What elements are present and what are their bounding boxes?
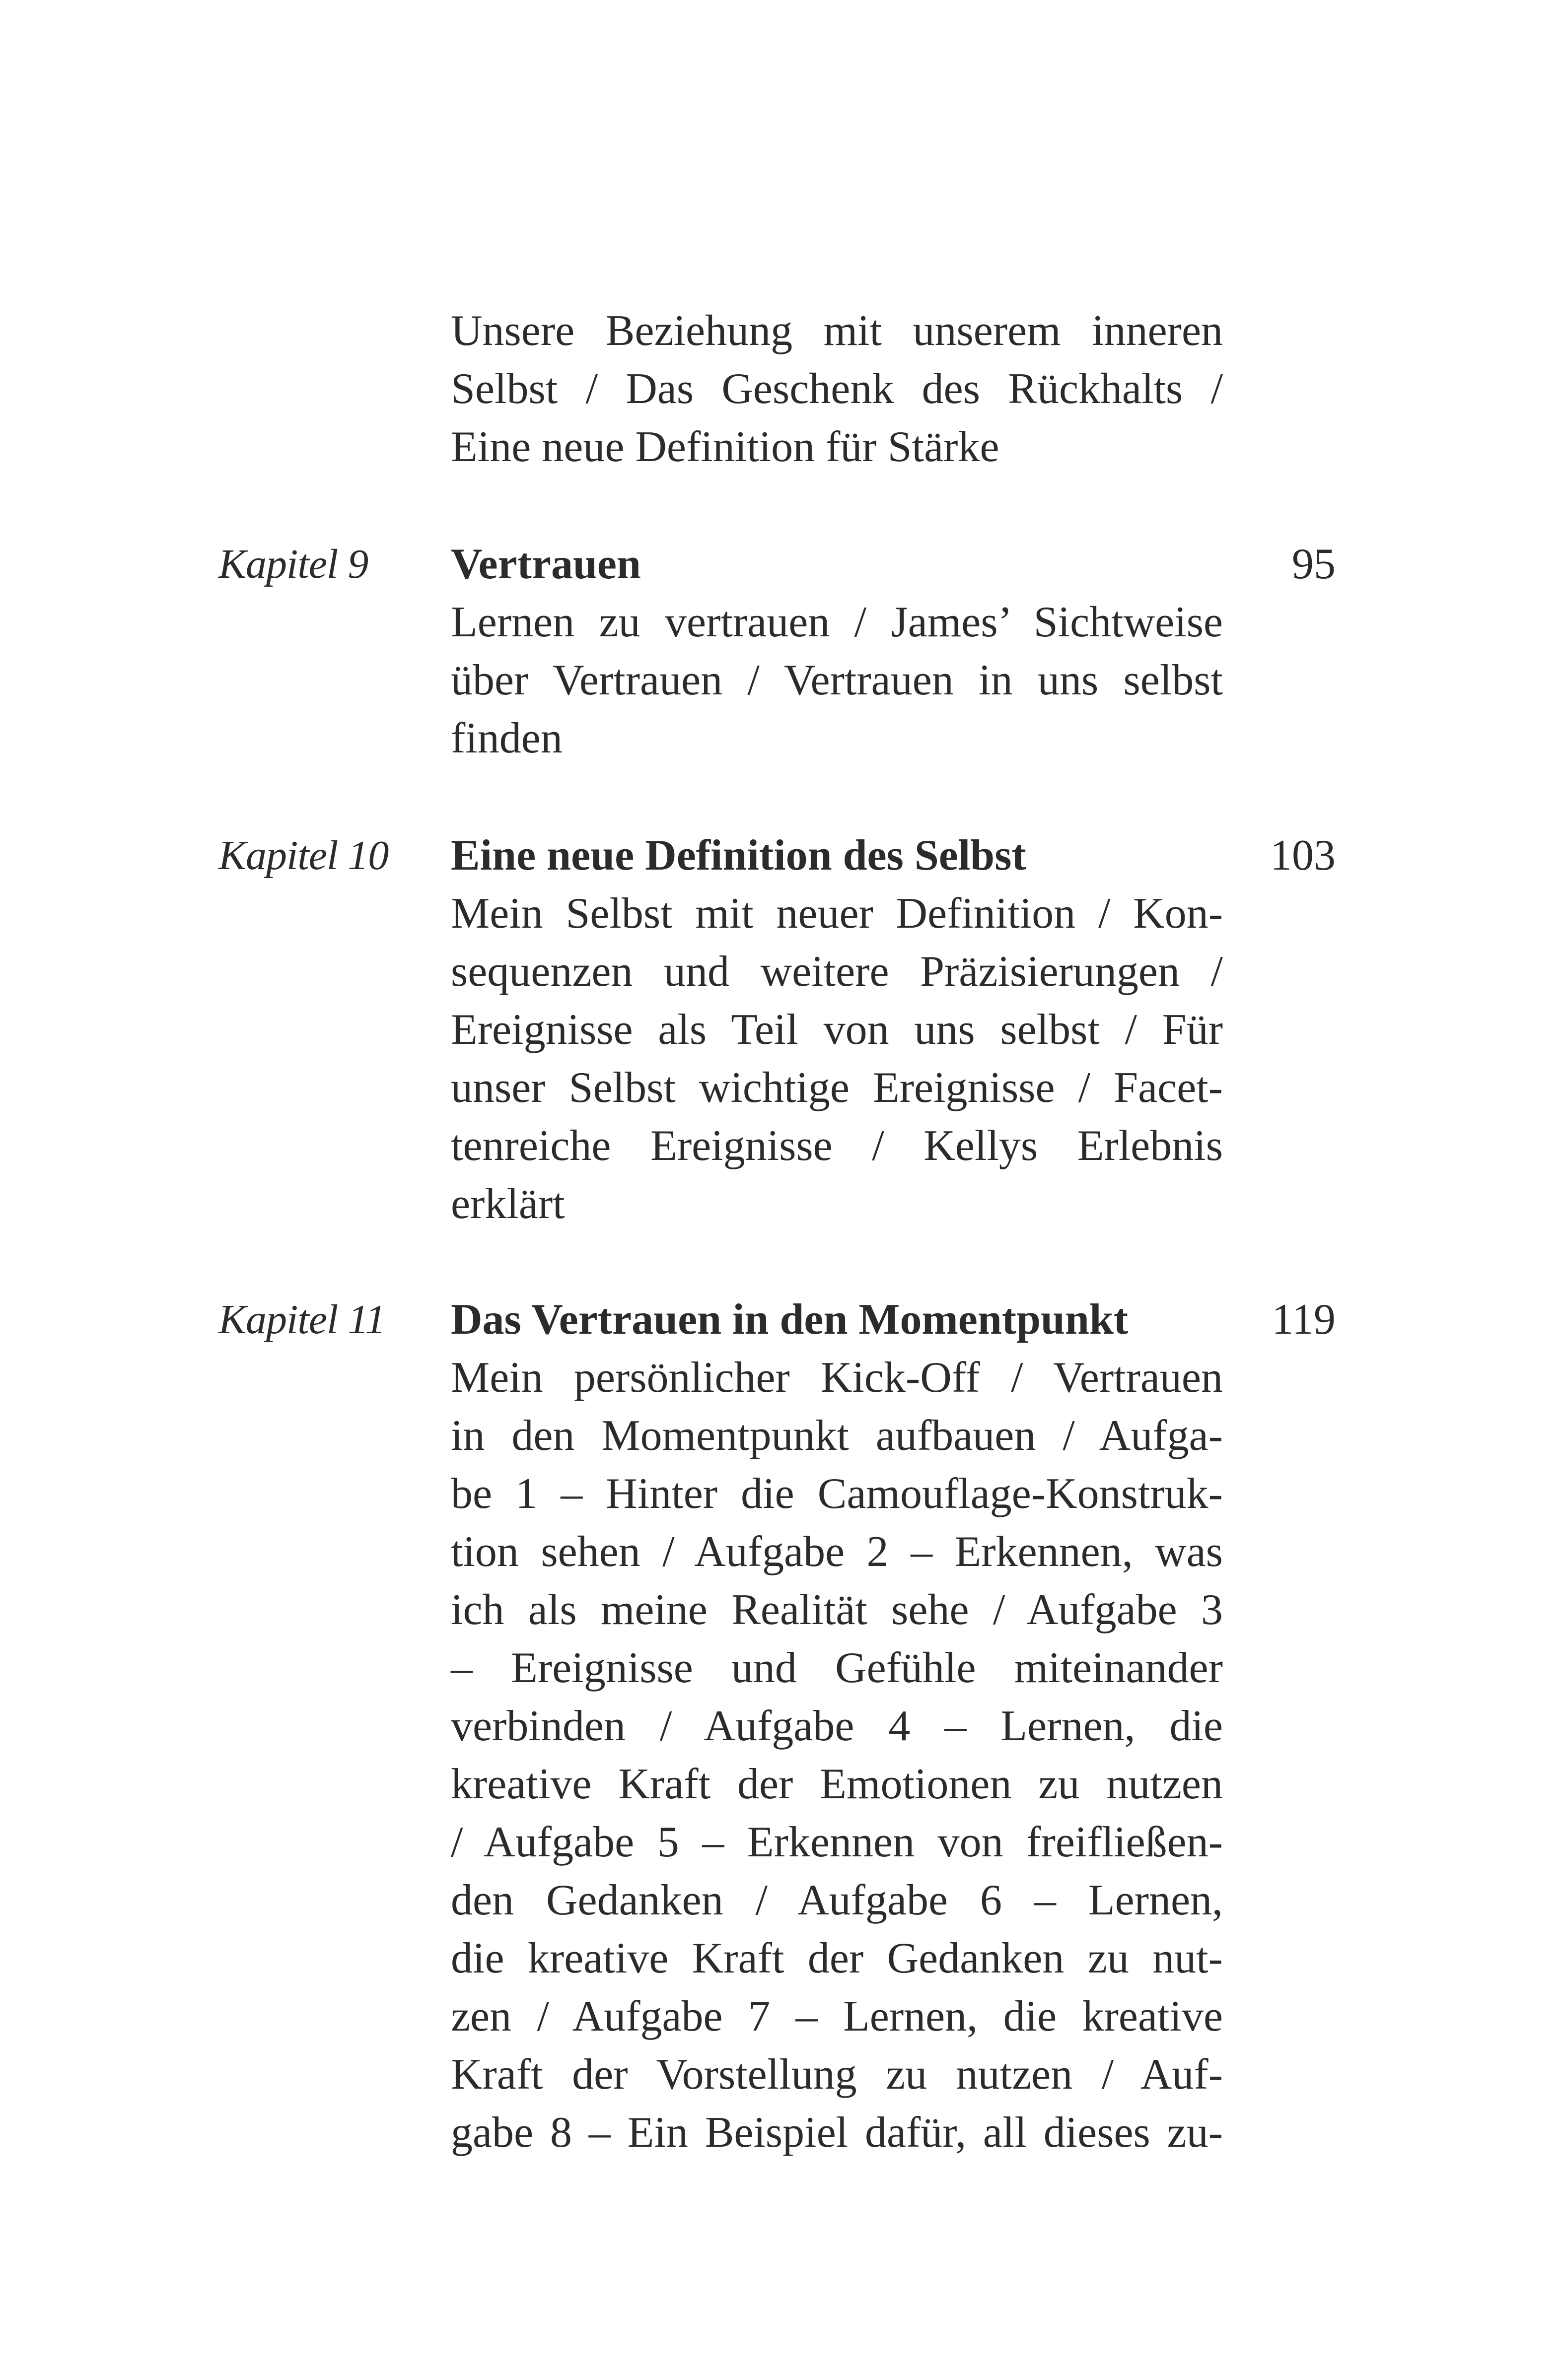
description-line: in den Momentpunkt aufbauen / Aufga- [451,1412,1223,1460]
chapter-description-10 [451,884,1223,1233]
page-number-10: 103 [1270,831,1336,880]
description-line: Kraft der Vorstellung zu nutzen / Auf- [451,2050,1223,2099]
intro-description [451,302,1223,476]
chapter-description-11 [451,1349,1223,2162]
description-line: den Gedanken / Aufgabe 6 – Lernen, [451,1876,1223,1924]
description-line: – Ereignisse und Gefühle miteinander [451,1644,1223,1692]
description-line: verbinden / Aufgabe 4 – Lernen, die [451,1702,1223,1750]
description-line: sequenzen und weitere Präzisierungen / [451,948,1223,996]
chapter-label-11: Kapitel 11 [218,1296,386,1343]
chapter-label-9: Kapitel 9 [218,541,368,587]
description-line: / Aufgabe 5 – Erkennen von freifließen- [451,1818,1223,1866]
chapter-title-9: Vertrauen [451,540,641,588]
description-line: erklärt [451,1180,565,1228]
chapter-title-11: Das Vertrauen in den Momentpunkt [451,1295,1129,1344]
description-line: be 1 – Hinter die Camouflage-Konstruk- [451,1470,1223,1518]
description-line: tenreiche Ereignisse / Kellys Erlebnis [451,1122,1223,1170]
description-line: zen / Aufgabe 7 – Lernen, die kreative [451,1992,1223,2040]
description-line: Ereignisse als Teil von uns selbst / Für [451,1006,1223,1054]
description-line: tion sehen / Aufgabe 2 – Erkennen, was [451,1528,1223,1576]
description-line: über Vertrauen / Vertrauen in uns selbst [451,656,1223,704]
description-line: Mein Selbst mit neuer Definition / Kon- [451,889,1223,938]
chapter-label-10: Kapitel 10 [218,832,389,879]
description-line: Unsere Beziehung mit unserem inneren [451,307,1223,355]
description-line: ich als meine Realität sehe / Aufgabe 3 [451,1586,1223,1634]
chapter-description-9 [451,593,1223,767]
description-line: Mein persönlicher Kick-Off / Vertrauen [451,1354,1223,1402]
description-line: unser Selbst wichtige Ereignisse / Facet- [451,1064,1223,1112]
description-line: gabe 8 – Ein Beispiel dafür, all dieses zu- [451,2108,1223,2157]
chapter-title-10: Eine neue Definition des Selbst [451,831,1026,880]
description-line: Eine neue Definition für Stärke [451,423,999,471]
description-line: Selbst / Das Geschenk des Rückhalts / [451,365,1223,413]
description-line: finden [451,714,563,762]
description-line: kreative Kraft der Emotionen zu nutzen [451,1760,1223,1808]
page-number-9: 95 [1292,540,1336,588]
description-line: Lernen zu vertrauen / James’ Sichtweise [451,598,1223,646]
page-number-11: 119 [1272,1295,1336,1344]
description-line: die kreative Kraft der Gedanken zu nut- [451,1934,1223,1982]
